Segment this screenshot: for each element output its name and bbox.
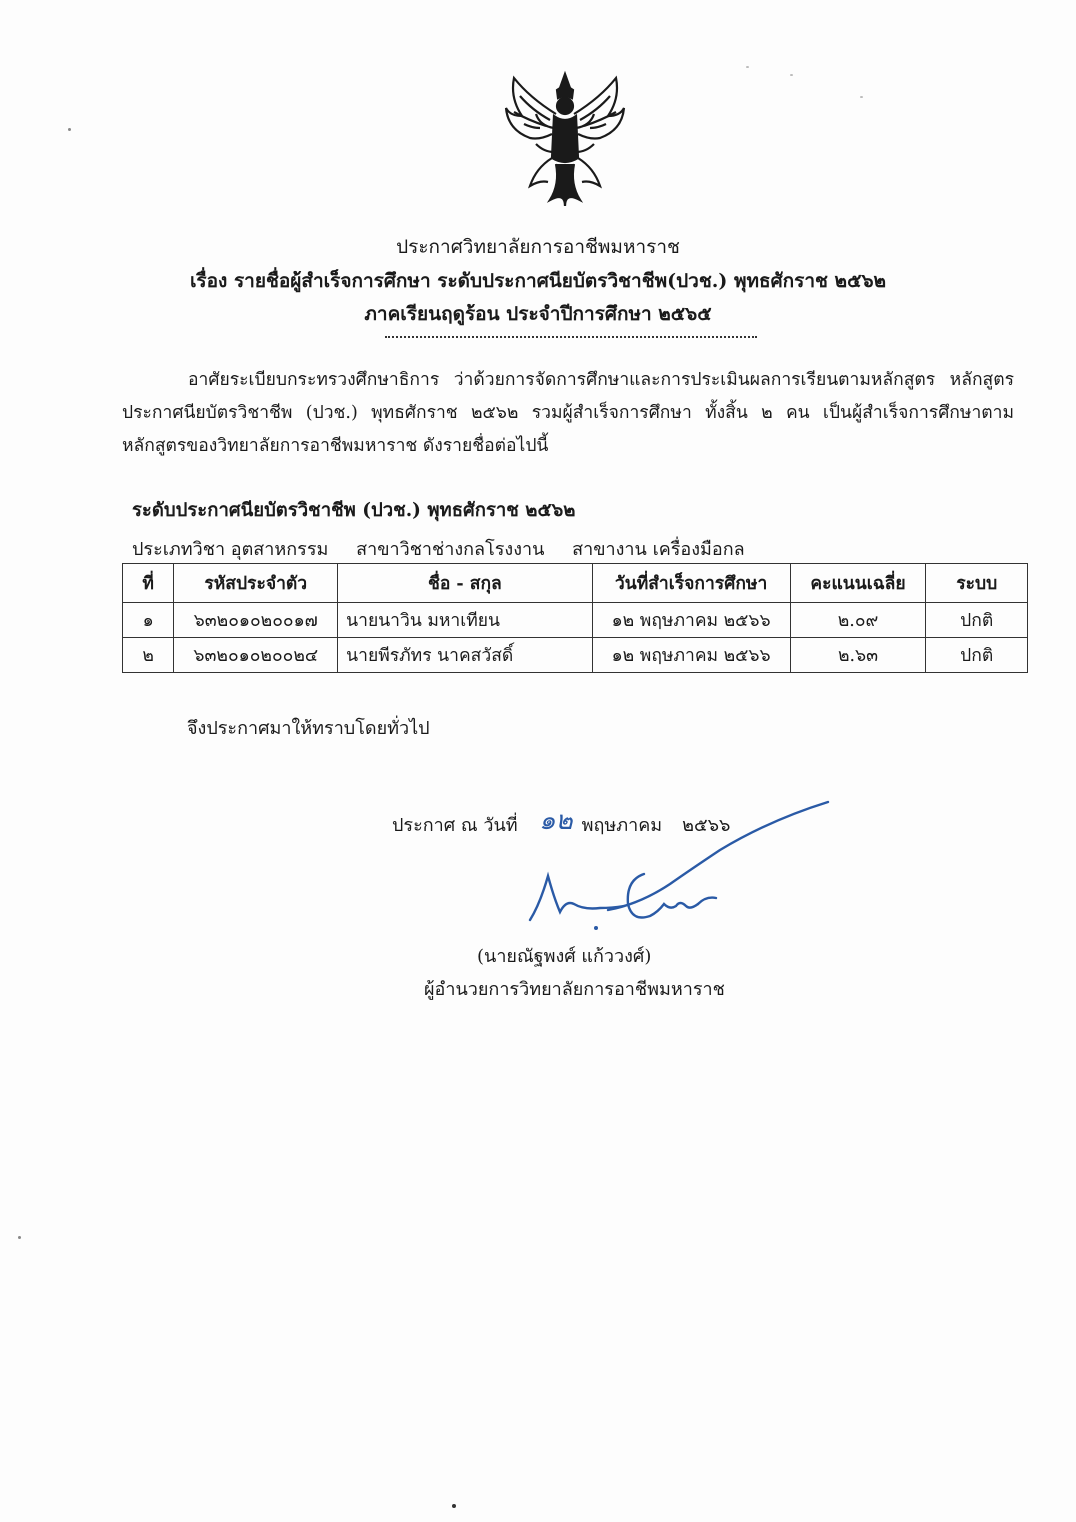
- header-id: รหัสประจำตัว: [174, 564, 338, 603]
- signature-icon: [520, 800, 840, 950]
- scan-speck: [746, 66, 749, 68]
- body-paragraph: [122, 364, 1014, 463]
- cell-no: ๑: [123, 603, 174, 638]
- cell-name: นายนาวิน มหาเทียน: [338, 603, 592, 638]
- program-field: สาขาวิชาช่างกลโรงงาน: [356, 539, 545, 560]
- header-no: ที่: [123, 564, 174, 603]
- scan-speck: [68, 128, 71, 131]
- org-title: ประกาศวิทยาลัยการอาชีพมหาราช: [396, 236, 680, 258]
- subject-line: เรื่อง รายชื่อผู้สำเร็จการศึกษา ระดับประกาศนียบัตรวิชาชีพ(ปวช.) พุทธศักราช ๒๕๖๒: [189, 270, 887, 292]
- cell-name: นายพีรภัทร นาคสวัสดิ์: [338, 638, 592, 673]
- announcement-month: พฤษภาคม: [581, 815, 663, 836]
- header-name: ชื่อ - สกุล: [338, 564, 592, 603]
- term-line: ภาคเรียนฤดูร้อน ประจำปีการศึกษา ๒๕๖๕: [364, 303, 712, 325]
- signer-name: (นายณัฐพงศ์ แก้ววงศ์): [477, 946, 652, 967]
- scan-speck: [452, 1504, 456, 1508]
- cell-no: ๒: [123, 638, 174, 673]
- graduates-table: [122, 563, 1028, 673]
- header-system: ระบบ: [926, 564, 1028, 603]
- header-date: วันที่สำเร็จการศึกษา: [592, 564, 790, 603]
- scan-speck: [860, 96, 863, 98]
- cell-gpa: ๒.๖๓: [790, 638, 926, 673]
- table-header-row: [123, 564, 1028, 603]
- cell-date: ๑๒ พฤษภาคม ๒๕๖๖: [592, 638, 790, 673]
- cell-id: ๖๓๒๐๑๐๒๐๐๑๗: [174, 603, 338, 638]
- cell-system: ปกติ: [926, 638, 1028, 673]
- dotted-divider: [385, 336, 757, 338]
- scan-speck: [790, 74, 793, 76]
- cell-system: ปกติ: [926, 603, 1028, 638]
- table-row: [123, 603, 1028, 638]
- section-title: ระดับประกาศนียบัตรวิชาชีพ (ปวช.) พุทธศักราช ๒๕๖๒: [132, 500, 576, 521]
- announcement-prefix: ประกาศ ณ วันที่: [392, 815, 518, 836]
- handwritten-day: ๑๒: [539, 806, 573, 836]
- signer-title: ผู้อำนวยการวิทยาลัยการอาชีพมหาราช: [424, 979, 725, 1000]
- closing-line: จึงประกาศมาให้ทราบโดยทั่วไป: [187, 718, 430, 739]
- body-paragraph-text: อาศัยระเบียบกระทรวงศึกษาธิการ ว่าด้วยการจัดการศึกษาและการประเมินผลการเรียนตามหลักสูตร หลักสูตรประกาศนียบัตรวิชาชีพ (ปวช.) พุทธศักราช ๒๕๖๒ รวมผู้สำเร็จการศึกษา ทั้งสิ้น ๒ คน เป็นผู้สำเร็จการศึกษาตามหลักสูตรของวิทยาลัยการอาชีพมหาราช ดังรายชื่อต่อไปนี้: [122, 370, 1014, 456]
- program-type: ประเภทวิชา อุตสาหกรรม: [132, 539, 329, 560]
- cell-date: ๑๒ พฤษภาคม ๒๕๖๖: [592, 603, 790, 638]
- cell-id: ๖๓๒๐๑๐๒๐๐๒๔: [174, 638, 338, 673]
- table-row: [123, 638, 1028, 673]
- garuda-emblem-icon: [500, 68, 630, 208]
- scan-speck: [18, 1236, 21, 1239]
- announcement-year: ๒๕๖๖: [682, 815, 731, 836]
- program-line: [132, 534, 767, 563]
- cell-gpa: ๒.๐๙: [790, 603, 926, 638]
- header-gpa: คะแนนเฉลี่ย: [790, 564, 926, 603]
- program-major: สาขางาน เครื่องมือกล: [572, 539, 745, 560]
